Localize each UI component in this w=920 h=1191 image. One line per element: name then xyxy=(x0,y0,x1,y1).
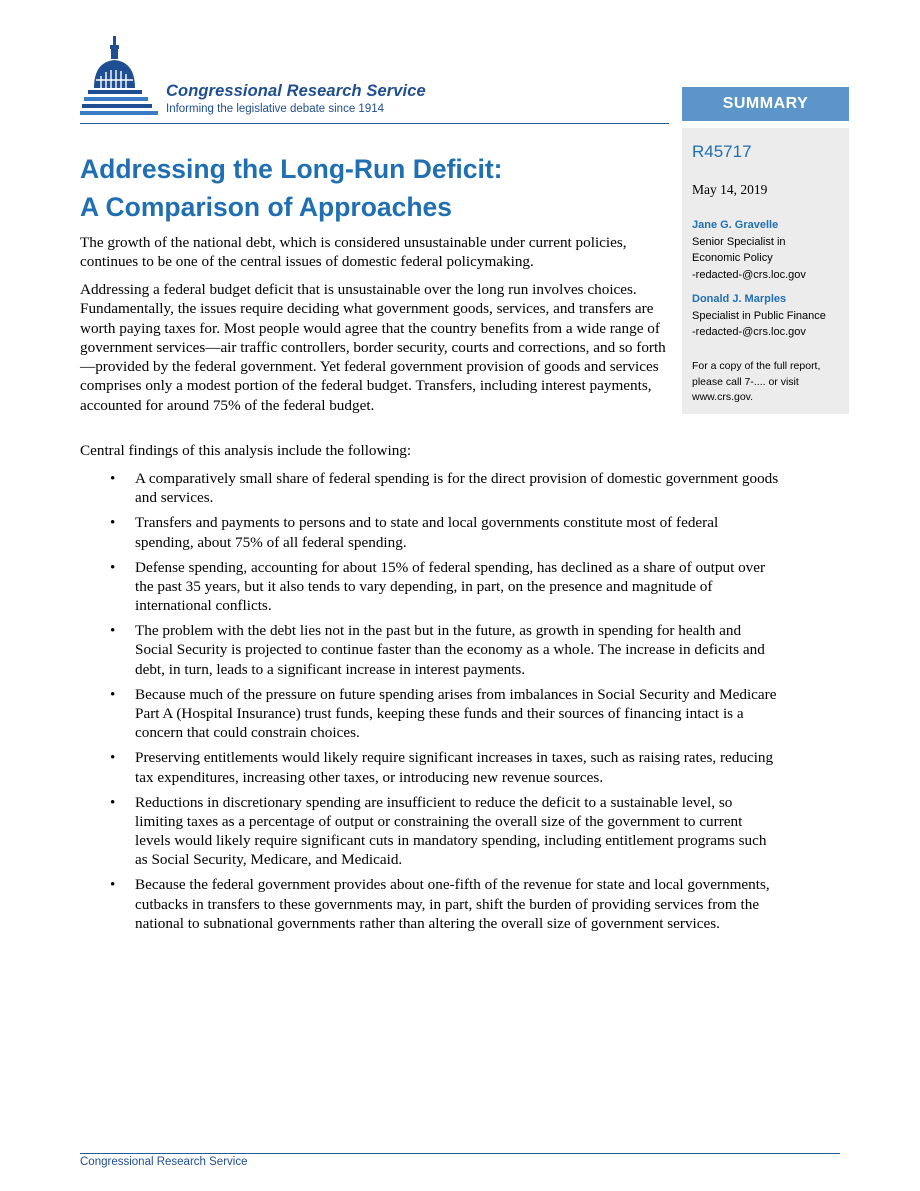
note-line: please call 7-.... or visit xyxy=(692,375,799,388)
finding-text: Preserving entitlements would likely require significant increases in taxes, such as raising rates, reducing tax expenditures, increasing other taxes, or introducing new revenue sources. xyxy=(135,749,774,786)
list-item xyxy=(80,558,780,616)
list-item xyxy=(80,793,780,870)
full-report-note xyxy=(692,359,844,406)
list-item xyxy=(80,685,780,743)
author-email[interactable]: -redacted-@crs.loc.gov xyxy=(692,326,806,338)
summary-sidebar xyxy=(682,128,849,414)
bullet: • xyxy=(110,876,116,894)
author-title: Specialist in Public Finance xyxy=(692,309,826,322)
title-line: A Comparison of Approaches xyxy=(80,192,453,222)
note-line: For a copy of the full report, xyxy=(692,360,821,372)
author-title: Economic Policy xyxy=(692,252,773,264)
finding-text: A comparatively small share of federal spending is for the direct provision of domestic government goods and services. xyxy=(135,470,779,507)
author-name: Jane G. Gravelle xyxy=(692,219,779,231)
choices-paragraph: Addressing a federal budget deficit that is unsustainable over the long run involves choices. Fundamentally, the issues require deciding what government goods, services, and transfers are worth paying taxes for. Most people would agree that the country benefits from a wide range of government services—air traffic controllers, border security, courts and corrections, and so forth—provided by the federal government. Yet federal government provision of goods and services comprises only a modest portion of the federal budget. Transfers, including interest payments, accounted for around 75% of the federal budget. xyxy=(80,281,666,414)
intro-paragraph: The growth of the national debt, which is considered unsustainable under current policies, continues to be one of the central issues of domestic federal policymaking. xyxy=(80,234,627,271)
author-block xyxy=(692,217,806,283)
crs-logo[interactable] xyxy=(80,36,480,122)
list-item xyxy=(80,748,780,787)
bullet: • xyxy=(110,558,116,576)
finding-text: The problem with the debt lies not in the past but in the future, as growth in spending for health and Social Security is projected to continue faster than the economy as a whole. The increase in deficits and debt, in turn, leads to a significant increase in interest payments. xyxy=(135,622,765,678)
bullet: • xyxy=(110,470,116,487)
author-name: Donald J. Marples xyxy=(692,293,787,305)
author-email[interactable]: -redacted-@crs.loc.gov xyxy=(692,268,806,281)
finding-text: Because much of the pressure on future spending arises from imbalances in Social Security and Medicare Part A (Hospital Insurance) trust funds, keeping these funds and their sources of financing intact is a concern that could constrain choices. xyxy=(135,685,777,742)
list-item xyxy=(80,469,780,508)
list-item xyxy=(80,621,780,679)
findings-intro: Central findings of this analysis include the following: xyxy=(80,442,412,459)
bullet: • xyxy=(110,749,116,767)
org-name: Congressional Research Service xyxy=(166,82,426,100)
finding-text: Reductions in discretionary spending are insufficient to reduce the deficit to a sustainable level, so limiting taxes as a percentage of output or constraining the overall size of the government to current levels would likely require significant cuts in mandatory spending, including entitlement programs such as Social Security, Medicare, and Medicaid. xyxy=(135,793,767,869)
report-date: May 14, 2019 xyxy=(692,182,768,197)
footer-org-name: Congressional Research Service xyxy=(80,1156,248,1168)
bullet: • xyxy=(110,685,116,703)
org-tagline: Informing the legislative debate since 1914 xyxy=(166,103,385,115)
author-block xyxy=(692,291,826,341)
capitol-dome-icon xyxy=(80,36,162,122)
report-number: R45717 xyxy=(692,142,752,161)
crs-website-link[interactable]: www.crs.gov. xyxy=(692,391,754,403)
bullet: • xyxy=(110,793,116,811)
footer-divider xyxy=(80,1153,840,1154)
finding-text: Defense spending, accounting for about 15% of federal spending, has declined as a share of output over the past 35 years, but it also tends to vary depending, in part, on the presence and magnitude of international conflicts. xyxy=(135,558,766,615)
title-line: Addressing the Long-Run Deficit: xyxy=(80,154,503,184)
summary-heading: SUMMARY xyxy=(682,87,849,121)
list-item xyxy=(80,513,780,552)
finding-text: Because the federal government provides about one-fifth of the revenue for state and local governments, cutbacks in transfers to these governments may, in part, shift the burden of providing services from the national to subnational governments rather than altering the overall size of government services. xyxy=(135,876,770,933)
author-title: Senior Specialist in xyxy=(692,235,786,248)
finding-text: Transfers and payments to persons and to state and local governments constitute most of federal spending, about 75% of all federal spending. xyxy=(135,514,719,551)
header-divider xyxy=(80,123,669,124)
bullet: • xyxy=(110,622,116,640)
report-title xyxy=(80,150,670,226)
list-item xyxy=(80,875,780,933)
bullet: • xyxy=(110,514,116,532)
findings-list xyxy=(80,469,780,939)
